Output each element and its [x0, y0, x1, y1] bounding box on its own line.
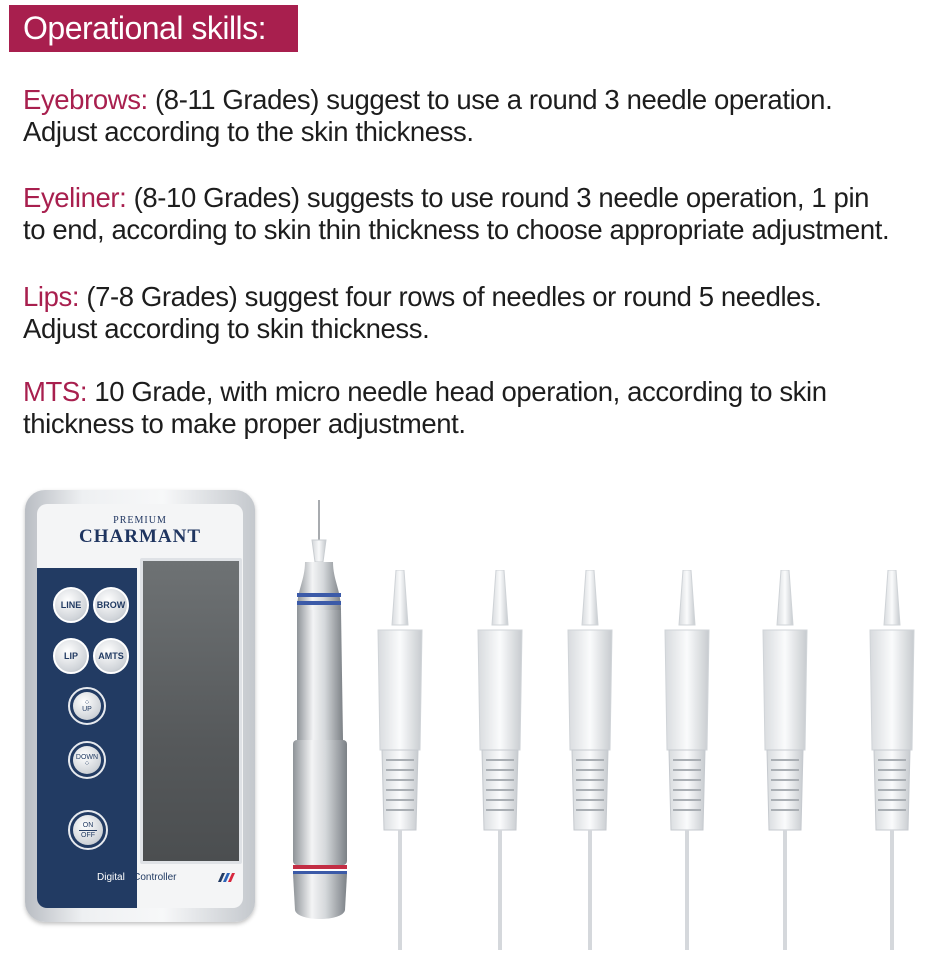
lips-text: (7-8 Grades) suggest four rows of needles or round 5 needles.	[79, 281, 822, 312]
up-label: UP	[82, 705, 92, 713]
eyebrows-paragraph	[23, 84, 832, 148]
down-label: DOWN	[75, 753, 99, 761]
mts-text: 10 Grade, with micro needle head operation, according to skin	[87, 376, 827, 407]
brand-logo: CHARMANT	[79, 526, 201, 547]
eyeliner-text-2: to end, according to skin thin thickness to choose appropriate adjustment.	[23, 214, 890, 245]
eyebrows-text: (8-11 Grades) suggest to use a round 3 needle operation.	[147, 84, 833, 115]
needle-cartridge-1	[370, 570, 430, 950]
needle-cartridge-6	[862, 570, 922, 950]
down-button	[68, 741, 106, 779]
eyeliner-text: (8-10 Grades) suggests to use round 3 needle operation, 1 pin	[126, 182, 870, 213]
eyebrows-text-2: Adjust according to the skin thickness.	[23, 116, 474, 147]
stripes-logo-icon	[215, 873, 237, 882]
lips-label: Lips:	[23, 281, 80, 312]
power-button	[68, 810, 108, 850]
on-label: ON	[82, 821, 94, 829]
amts-button: AMTS	[93, 638, 129, 674]
section-title: Operational skills:	[9, 5, 298, 52]
down-arrow-icon: ⁘	[83, 758, 91, 768]
eyeliner-label: Eyeliner:	[23, 182, 127, 213]
up-arrow-icon: ⁘	[83, 697, 91, 707]
eyeliner-paragraph	[23, 182, 889, 246]
needle-cartridge-2	[470, 570, 530, 950]
up-button	[68, 687, 106, 725]
tattoo-pen-image	[285, 500, 355, 925]
brand-tagline: PREMIUM	[113, 515, 167, 526]
lips-text-2: Adjust according to skin thickness.	[23, 313, 430, 344]
lip-button: LIP	[53, 638, 89, 674]
controller-face	[37, 504, 243, 908]
needle-cartridge-3	[560, 570, 620, 950]
caption-digital: Digital	[97, 872, 125, 883]
needle-cartridge-4	[657, 570, 717, 950]
lcd-screen	[140, 558, 242, 864]
power-divider	[79, 830, 97, 831]
mts-label: MTS:	[23, 376, 88, 407]
digital-controller-image	[25, 490, 255, 922]
controller-caption	[97, 872, 177, 883]
needle-cartridge-5	[755, 570, 815, 950]
caption-controller: Controller	[133, 872, 177, 883]
off-label: OFF	[81, 831, 95, 839]
line-button: LINE	[53, 587, 89, 623]
mts-text-2: thickness to make proper adjustment.	[23, 408, 466, 439]
eyebrows-label: Eyebrows:	[23, 84, 148, 115]
mts-paragraph	[23, 376, 827, 440]
brow-button: BROW	[93, 587, 129, 623]
lips-paragraph	[23, 281, 822, 345]
